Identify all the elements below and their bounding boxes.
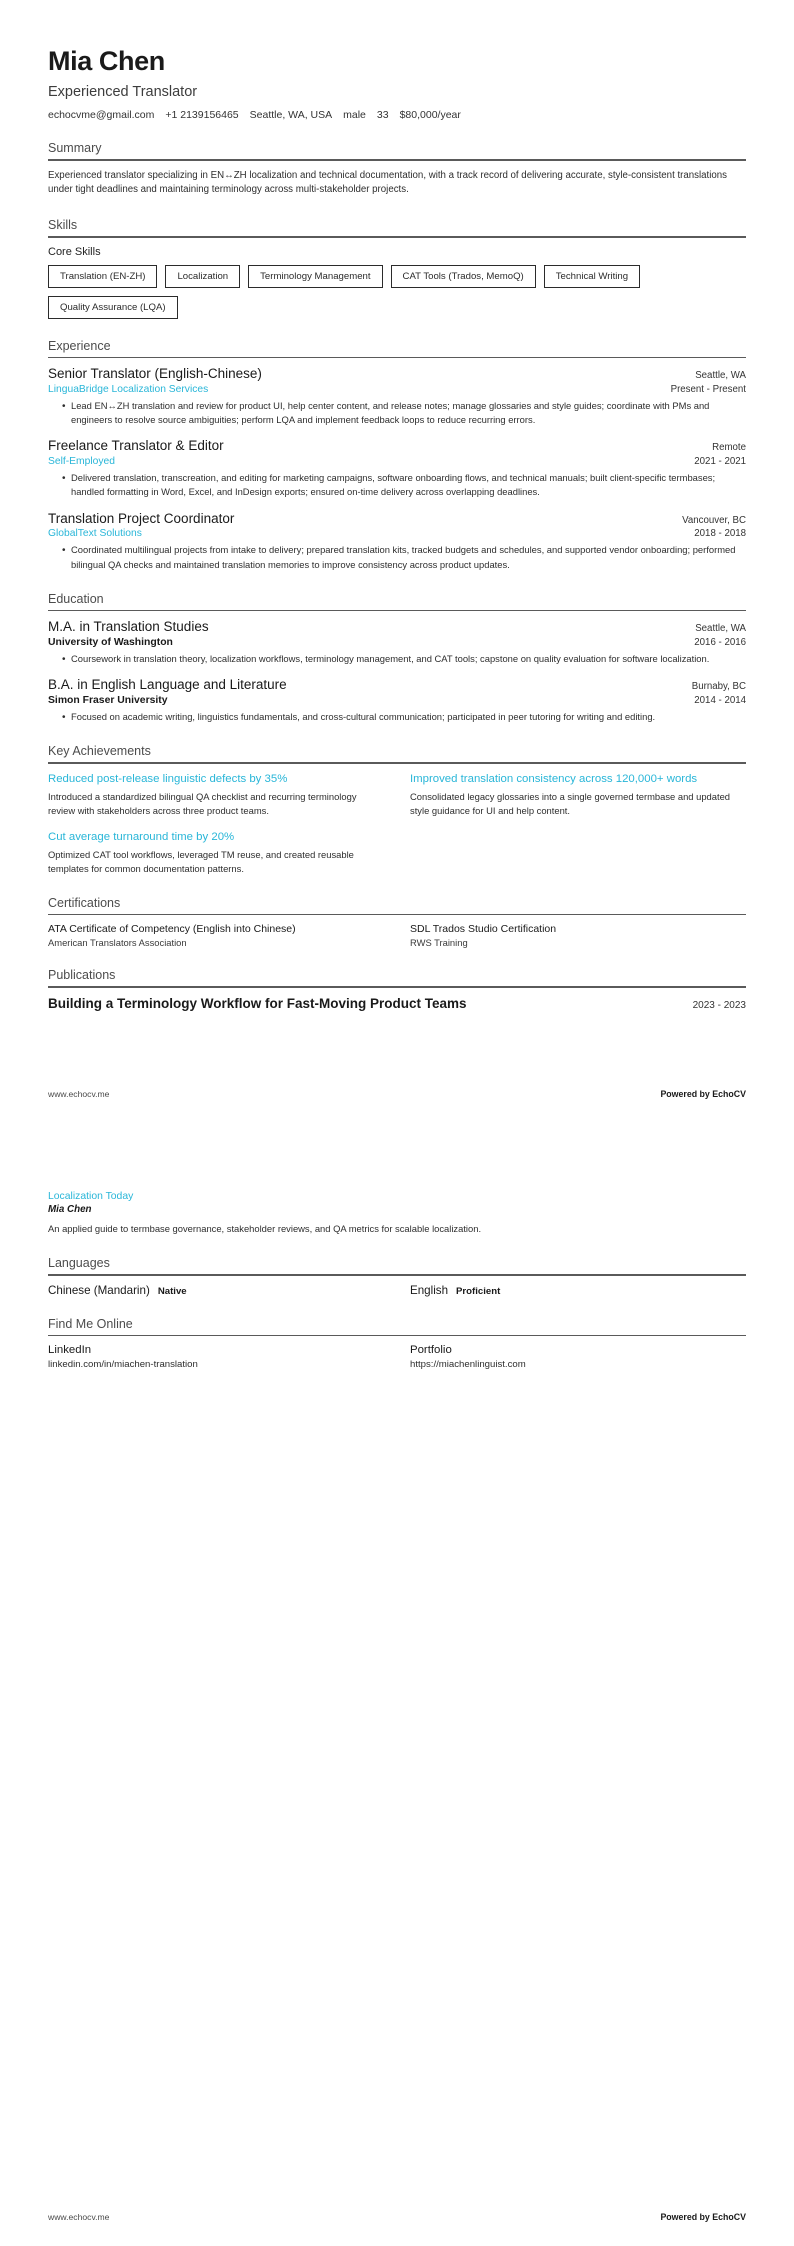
experience-organization: Self-Employed: [48, 456, 115, 468]
section-title-summary: Summary: [48, 141, 102, 156]
section-title-skills: Skills: [48, 218, 78, 233]
contact-location: Seattle, WA, USA: [249, 109, 333, 122]
section-key-achievements: [48, 744, 746, 876]
section-find-me-online: [48, 1317, 746, 1371]
contact-phone: +1 2139156465: [165, 109, 239, 122]
skill-pill-row: [48, 265, 746, 319]
achievement-title: Cut average turnaround time by 20%: [48, 830, 235, 843]
education-entry: [48, 677, 746, 724]
achievement-item: [48, 830, 384, 876]
section-title-certifications: Certifications: [48, 895, 121, 910]
experience-bullets: [48, 471, 746, 499]
bullet-item: • Coordinated multilingual projects from intake to delivery; prepared translation kits, tracked budgets and schedules, and supported vendor onboarding; performed bilingual QA checks and maintained translation memories to improve consistency across product updates.: [62, 543, 746, 571]
footer-website: www.echocv.me: [48, 2212, 110, 2222]
summary-text: Experienced translator specializing in EN↔ZH localization and technical documentation, with a track record of delivering accurate, style-consistent translations under tight deadlines and maintaining terminology across multi-stakeholder projects.: [48, 169, 727, 196]
section-title-education: Education: [48, 591, 104, 606]
footer-website: www.echocv.me: [48, 1089, 110, 1099]
experience-bullets: [48, 543, 746, 571]
experience-organization: LinguaBridge Localization Services: [48, 384, 209, 396]
achievement-description: Introduced a standardized bilingual QA checklist and recurring terminology review with stakeholders across three product teams.: [48, 790, 357, 816]
experience-entry: [48, 511, 746, 572]
contact-age: 33: [376, 109, 389, 122]
skill-pill: Translation (EN-ZH): [48, 265, 157, 288]
language-item: [410, 1284, 746, 1297]
publication-journal: Localization Today: [48, 1191, 134, 1202]
section-certifications: [48, 896, 746, 949]
skill-pill: Terminology Management: [248, 265, 382, 288]
language-level: Proficient: [456, 1285, 501, 1297]
section-title-key-achievements: Key Achievements: [48, 744, 151, 759]
page-footer: [48, 2212, 746, 2222]
education-school: University of Washington: [48, 637, 173, 649]
online-profile-label: LinkedIn: [48, 1344, 92, 1357]
achievement-item: [410, 772, 746, 818]
education-degree: M.A. in Translation Studies: [48, 619, 209, 635]
publication-dates: 2023 - 2023: [692, 1000, 746, 1012]
section-skills: [48, 218, 746, 319]
experience-location: Remote: [712, 442, 746, 454]
certification-issuer: RWS Training: [410, 937, 468, 949]
achievement-item: [48, 772, 384, 818]
experience-location: Vancouver, BC: [682, 514, 746, 526]
skill-pill: Technical Writing: [544, 265, 640, 288]
footer-brand: EchoCV: [712, 1089, 746, 1099]
experience-role: Translation Project Coordinator: [48, 510, 235, 526]
experience-entry: [48, 366, 746, 427]
experience-organization: GlobalText Solutions: [48, 528, 142, 540]
section-languages: [48, 1256, 746, 1297]
publication-author: Mia Chen: [48, 1204, 92, 1215]
achievement-description: Optimized CAT tool workflows, leveraged TM reuse, and created reusable templates for common documentation patterns.: [48, 848, 354, 874]
online-profile-url[interactable]: https://miachenlinguist.com: [410, 1359, 526, 1371]
skill-pill: CAT Tools (Trados, MemoQ): [391, 265, 536, 288]
education-dates: 2014 - 2014: [694, 695, 746, 707]
footer-powered-prefix: Powered by: [660, 1089, 713, 1099]
certification-name: ATA Certificate of Competency (English into Chinese): [48, 923, 296, 936]
education-entry: [48, 619, 746, 666]
bullet-item: • Delivered translation, transcreation, and editing for marketing campaigns, software onboarding flows, and technical manuals; built client-specific termbases; handled formatting in Word, Excel, and InDesign exports; ensured on-time delivery across overlapping deadlines.: [62, 471, 746, 499]
section-title-experience: Experience: [48, 338, 111, 353]
section-title-languages: Languages: [48, 1256, 110, 1271]
language-level: Native: [157, 1285, 187, 1297]
publication-detail: [48, 1191, 746, 1236]
experience-role: Senior Translator (English-Chinese): [48, 366, 262, 382]
achievement-title: Improved translation consistency across 120,000+ words: [410, 772, 698, 785]
bullet-item: • Lead EN↔ZH translation and review for product UI, help center content, and release notes; manage glossaries and style guides; coordinate with PMs and engineers to resolve source ambiguities; perform LQA and implement feedback loops to reduce recurring errors.: [62, 399, 746, 427]
achievement-description: Consolidated legacy glossaries into a single governed termbase and updated style guidance for UI and help content.: [410, 790, 730, 816]
contact-gender: male: [343, 109, 366, 122]
skill-group-title: Core Skills: [48, 245, 101, 258]
bullet-item: • Coursework in translation theory, localization workflows, terminology management, and CAT tools; capstone on quality evaluation for software localization.: [62, 652, 746, 666]
publication-item: [48, 996, 746, 1011]
achievement-title: Reduced post-release linguistic defects by 35%: [48, 772, 288, 785]
contact-salary: $80,000/year: [399, 109, 461, 122]
certification-item: [410, 923, 746, 948]
section-experience: [48, 339, 746, 572]
section-title-find-me-online: Find Me Online: [48, 1316, 133, 1331]
skill-pill: Quality Assurance (LQA): [48, 296, 178, 319]
page-title: Mia Chen: [48, 46, 165, 76]
experience-entry: [48, 438, 746, 499]
resume-page-2: [0, 1123, 794, 2246]
language-name: English: [410, 1283, 449, 1297]
publication-description: An applied guide to termbase governance, stakeholder reviews, and QA metrics for scalable localization.: [48, 1223, 482, 1234]
headline: Experienced Translator: [48, 84, 198, 101]
education-dates: 2016 - 2016: [694, 637, 746, 649]
footer-brand: EchoCV: [712, 2212, 746, 2222]
certification-name: SDL Trados Studio Certification: [410, 923, 557, 936]
experience-dates: 2018 - 2018: [694, 528, 746, 540]
certification-issuer: American Translators Association: [48, 937, 187, 949]
skill-pill: Localization: [165, 265, 240, 288]
publication-title: Building a Terminology Workflow for Fast-Moving Product Teams: [48, 996, 467, 1012]
education-school: Simon Fraser University: [48, 695, 168, 707]
language-item: [48, 1284, 384, 1297]
education-bullets: [48, 710, 746, 724]
page-footer: [48, 1089, 746, 1099]
education-degree: B.A. in English Language and Literature: [48, 677, 287, 693]
language-name: Chinese (Mandarin): [48, 1283, 150, 1297]
education-location: Burnaby, BC: [691, 681, 746, 693]
footer-powered-by: [660, 2212, 746, 2222]
experience-bullets: [48, 399, 746, 427]
online-profile-portfolio[interactable]: [410, 1344, 746, 1370]
experience-dates: Present - Present: [670, 384, 746, 396]
online-profile-label: Portfolio: [410, 1344, 452, 1357]
experience-dates: 2021 - 2021: [694, 456, 746, 468]
certification-item: [48, 923, 384, 948]
section-summary: [48, 141, 746, 198]
contact-email: echocvme@gmail.com: [48, 109, 155, 122]
experience-role: Freelance Translator & Editor: [48, 438, 224, 454]
resume-header: [48, 0, 746, 121]
section-title-publications: Publications: [48, 968, 116, 983]
footer-powered-prefix: Powered by: [660, 2212, 713, 2222]
contact-row: [48, 109, 746, 121]
online-profile-linkedin[interactable]: [48, 1344, 384, 1370]
experience-location: Seattle, WA: [695, 370, 746, 382]
section-education: [48, 592, 746, 725]
bullet-item: • Focused on academic writing, linguistics fundamentals, and cross-cultural communication; participated in peer tutoring for writing and editing.: [62, 710, 746, 724]
online-profile-url[interactable]: linkedin.com/in/miachen-translation: [48, 1359, 198, 1371]
education-location: Seattle, WA: [695, 623, 746, 635]
education-bullets: [48, 652, 746, 666]
section-publications: [48, 968, 746, 1011]
footer-powered-by: [660, 1089, 746, 1099]
